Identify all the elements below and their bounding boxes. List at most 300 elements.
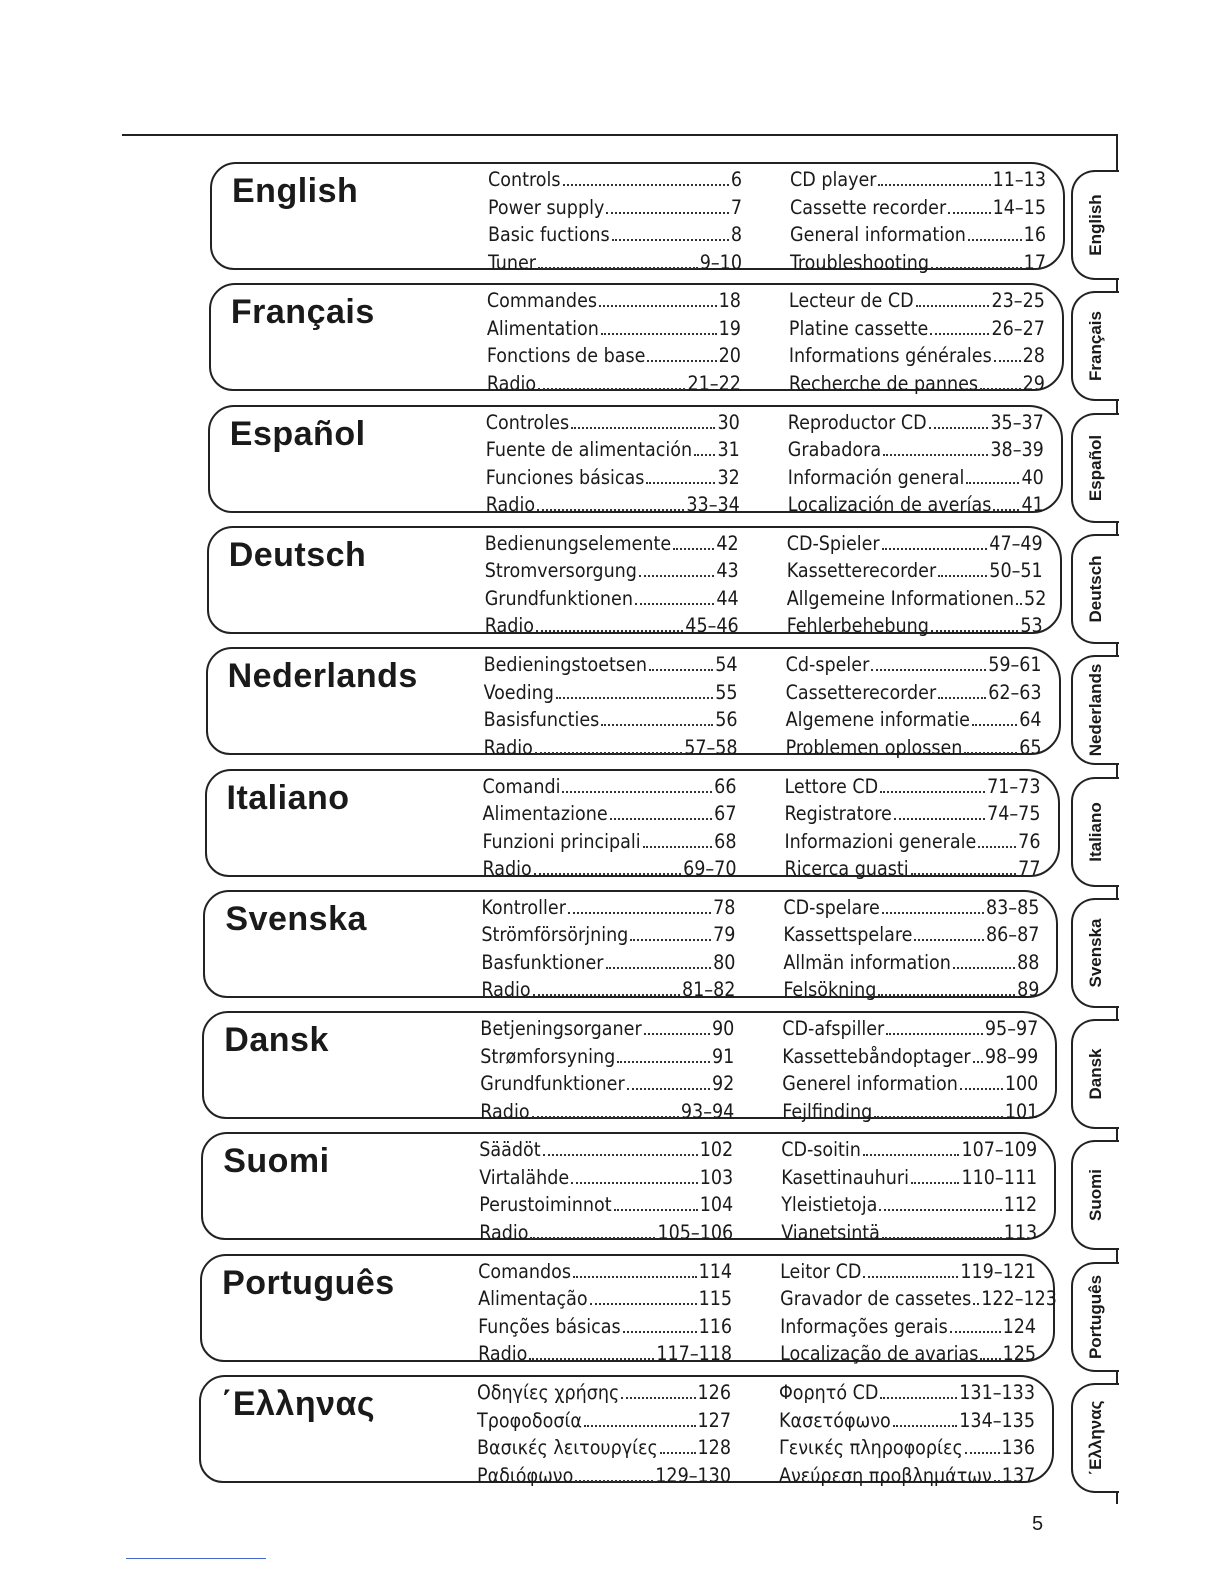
entry-page: 69–70 (683, 857, 737, 880)
toc-entry[interactable] (780, 1258, 1036, 1286)
toc-entry[interactable] (487, 370, 741, 398)
toc-entry[interactable] (779, 1462, 1035, 1490)
entry-title: Τροφοδοσία (477, 1408, 582, 1432)
toc-entry[interactable] (786, 679, 1042, 707)
entry-title: Gravador de cassetes (780, 1287, 972, 1311)
entry-page: 30 (717, 410, 740, 434)
entry-title: Radio (479, 1220, 529, 1244)
entry-page: 7 (730, 195, 742, 219)
toc-entry[interactable] (779, 1407, 1035, 1435)
toc-entry[interactable] (786, 651, 1042, 679)
tab-label: English (1086, 194, 1105, 256)
toc-entry[interactable] (485, 557, 739, 585)
toc-entry[interactable] (790, 221, 1046, 249)
toc-entry[interactable] (783, 894, 1039, 922)
toc-entry[interactable] (481, 894, 735, 922)
entry-title: Algemene informatie (785, 708, 970, 732)
dot-leader (916, 305, 990, 307)
dot-leader (994, 1480, 1000, 1482)
entry-page: 78 (713, 895, 736, 919)
entry-title: CD player (790, 168, 877, 191)
dot-leader (529, 1358, 654, 1360)
toc-entry[interactable] (479, 1136, 733, 1164)
language-heading: English (232, 172, 359, 210)
toc-entry[interactable] (787, 530, 1043, 558)
dot-leader (878, 184, 990, 186)
entry-title: Informações gerais (780, 1314, 948, 1338)
language-tab[interactable] (1071, 1383, 1119, 1493)
toc-entry[interactable] (787, 557, 1043, 585)
language-tab[interactable] (1071, 170, 1119, 280)
toc-entry[interactable] (790, 194, 1046, 222)
entry-title: Οδηγίες χρήσης (477, 1381, 620, 1404)
entry-page: 91 (711, 1044, 735, 1068)
entry-page: 33–34 (686, 493, 740, 517)
left-column (481, 894, 735, 1004)
left-column (480, 1015, 734, 1125)
language-section (199, 1375, 1059, 1489)
toc-entry[interactable] (480, 1015, 734, 1043)
toc-entry[interactable] (481, 949, 735, 977)
entry-title: CD-spelare (783, 895, 880, 919)
entry-page: 89 (1017, 978, 1040, 1002)
toc-entry[interactable] (781, 1191, 1037, 1219)
dot-leader (556, 697, 713, 699)
entry-title: Fejlfinding (782, 1099, 873, 1123)
entry-title: Grundfunktioner (480, 1072, 625, 1096)
toc-entry[interactable] (480, 1043, 734, 1071)
toc-entry[interactable] (486, 436, 740, 464)
toc-entry[interactable] (780, 1340, 1036, 1368)
entry-page: 126 (697, 1381, 731, 1404)
toc-entry[interactable] (487, 342, 741, 370)
dot-leader (601, 333, 717, 335)
entry-page: 14–15 (992, 195, 1046, 219)
toc-entry[interactable] (785, 773, 1041, 801)
toc-entry[interactable] (486, 491, 740, 519)
toc-entry[interactable] (790, 249, 1046, 277)
entry-page: 20 (718, 344, 741, 368)
language-heading: Português (222, 1263, 395, 1302)
toc-entry[interactable] (485, 530, 739, 558)
toc-entry[interactable] (781, 1164, 1037, 1192)
entry-page: 54 (715, 653, 738, 677)
dot-leader (694, 454, 715, 456)
entry-title: Problemen oplossen (785, 735, 963, 759)
language-tab[interactable] (1071, 534, 1119, 644)
dot-leader (893, 1425, 958, 1427)
toc-entry[interactable] (478, 1285, 732, 1313)
entry-page: 112 (1003, 1193, 1038, 1217)
language-section (207, 526, 1067, 640)
entry-page: 29 (1022, 371, 1045, 395)
language-heading: ΄Ελληνας (221, 1385, 376, 1423)
entry-title: Localización de averías (787, 493, 992, 517)
entry-page: 114 (698, 1259, 733, 1283)
entry-page: 117–118 (656, 1342, 733, 1366)
entry-title: Radio (485, 493, 536, 517)
toc-entry[interactable] (781, 1219, 1037, 1247)
entry-title: Allmän information (783, 950, 951, 974)
right-column (779, 1379, 1035, 1489)
entry-page: 66 (714, 774, 737, 798)
dot-leader (886, 1033, 983, 1035)
entry-title: Stromversorgung (484, 559, 637, 583)
entry-page: 93–94 (680, 1099, 735, 1123)
toc-entry[interactable] (782, 1043, 1038, 1071)
entry-title: Γενικές πληροφορίες (779, 1436, 963, 1459)
language-tab[interactable] (1071, 655, 1119, 765)
right-column (780, 1258, 1057, 1368)
dot-leader (931, 267, 1022, 269)
entry-title: Säädöt (479, 1138, 541, 1162)
dot-leader (643, 846, 713, 848)
right-column (786, 530, 1047, 640)
entry-page: 137 (1001, 1463, 1036, 1487)
tab-label: Suomi (1086, 1169, 1105, 1222)
entry-page: 40 (1021, 465, 1044, 489)
toc-entry[interactable] (484, 651, 738, 679)
top-rule (122, 134, 1118, 136)
dot-leader (878, 994, 1015, 996)
entry-title: Información general (787, 465, 965, 489)
toc-entry[interactable] (486, 409, 740, 437)
entry-title: Ricerca guasti (784, 857, 909, 880)
toc-entry[interactable] (480, 1070, 734, 1098)
dot-leader (575, 1480, 653, 1482)
right-column (789, 287, 1045, 397)
entry-title: Recherche de pannes (788, 371, 979, 395)
dot-leader (993, 509, 1019, 511)
language-tab[interactable] (1071, 1019, 1119, 1129)
toc-entry[interactable] (782, 1098, 1038, 1126)
left-column (485, 530, 739, 640)
tab-label: ΄Ελληνας (1086, 1400, 1105, 1476)
toc-entry[interactable] (782, 1015, 1038, 1043)
language-tab[interactable] (1071, 777, 1119, 887)
dot-leader (930, 333, 989, 335)
toc-entry[interactable] (480, 1098, 734, 1126)
toc-entry[interactable] (485, 612, 739, 640)
entry-title: Reproductor CD (787, 410, 927, 434)
entry-title: CD-soitin (781, 1138, 861, 1162)
entry-title: Informazioni generale (784, 829, 977, 853)
dot-leader (929, 427, 989, 429)
entry-title: Radio (478, 1342, 528, 1366)
dot-leader (914, 939, 984, 941)
dot-leader (882, 912, 984, 914)
right-column (781, 1136, 1037, 1246)
dot-leader (584, 1425, 696, 1427)
dot-leader (871, 669, 986, 671)
language-heading: Suomi (223, 1142, 330, 1181)
right-column (782, 1015, 1038, 1125)
entry-title: Virtalähde (479, 1165, 570, 1189)
toc-entry[interactable] (786, 734, 1042, 762)
entry-page: 107–109 (961, 1138, 1038, 1162)
dot-leader (973, 1061, 983, 1063)
entry-page: 53 (1020, 614, 1043, 638)
toc-entry[interactable] (488, 249, 742, 277)
entry-title: Basfunktioner (481, 950, 604, 974)
dot-leader (610, 818, 713, 820)
entry-page: 83–85 (985, 895, 1040, 919)
tab-label: Svenska (1086, 918, 1105, 988)
entry-page: 57–58 (684, 735, 738, 759)
toc-entry[interactable] (788, 436, 1044, 464)
entry-title: Funciones básicas (485, 465, 645, 489)
right-column (788, 409, 1044, 519)
dot-leader (938, 575, 987, 577)
toc-entry[interactable] (787, 612, 1043, 640)
toc-entry[interactable] (481, 976, 735, 1004)
entry-title: Comandos (478, 1259, 572, 1283)
dot-leader (882, 1237, 1002, 1239)
toc-entry[interactable] (481, 921, 735, 949)
dot-leader (606, 967, 712, 969)
dot-leader (931, 630, 1018, 632)
dot-leader (536, 630, 683, 632)
entry-title: Controles (485, 410, 570, 434)
dot-leader (882, 548, 988, 550)
toc-entry[interactable] (783, 921, 1039, 949)
entry-page: 17 (1023, 250, 1046, 274)
dot-leader (563, 184, 729, 186)
entry-title: Fehlerbehebung (786, 614, 929, 638)
toc-entry[interactable] (788, 409, 1044, 437)
dot-leader (644, 1033, 710, 1035)
dot-leader (968, 239, 1022, 241)
language-tab[interactable] (1071, 413, 1119, 523)
toc-entry[interactable] (486, 464, 740, 492)
language-tab[interactable] (1071, 291, 1119, 401)
language-heading: Dansk (224, 1021, 329, 1060)
toc-entry[interactable] (479, 1191, 733, 1219)
toc-entry[interactable] (484, 706, 738, 734)
entry-title: Perustoiminnot (479, 1193, 612, 1217)
dot-leader (627, 1088, 710, 1090)
dot-leader (571, 1182, 698, 1184)
entry-page: 77 (1018, 857, 1041, 880)
entry-title: Kontroller (481, 895, 566, 919)
entry-title: Informations générales (788, 344, 992, 368)
entry-page: 42 (716, 531, 739, 555)
toc-entry[interactable] (786, 585, 1047, 613)
entry-title: Vianetsintä (781, 1220, 880, 1244)
toc-entry[interactable] (788, 464, 1044, 492)
toc-entry[interactable] (789, 287, 1045, 315)
entry-title: Controls (488, 168, 561, 191)
toc-entry[interactable] (788, 491, 1044, 519)
language-heading: Italiano (226, 778, 350, 817)
entry-page: 18 (718, 289, 741, 313)
toc-entry[interactable] (479, 1219, 733, 1247)
entry-title: Βασικές λειτουργίες (477, 1436, 658, 1459)
entry-page: 43 (716, 559, 739, 583)
dot-leader (571, 427, 715, 429)
entry-page: 47–49 (989, 531, 1043, 555)
dot-leader (639, 575, 714, 577)
right-column (783, 894, 1039, 1004)
entry-page: 98–99 (984, 1044, 1039, 1068)
toc-entry[interactable] (483, 855, 737, 883)
tab-label: Dansk (1086, 1048, 1105, 1100)
language-section (203, 890, 1063, 1004)
entry-page: 90 (711, 1017, 735, 1041)
toc-entry[interactable] (483, 828, 737, 856)
dot-leader (590, 1303, 697, 1305)
dot-leader (532, 1116, 679, 1118)
toc-entry[interactable] (785, 800, 1041, 828)
dot-leader (980, 388, 1021, 390)
toc-entry[interactable] (477, 1407, 731, 1435)
dot-leader (635, 603, 714, 605)
language-section (206, 647, 1066, 761)
toc-entry[interactable] (488, 166, 742, 194)
entry-title: Ραδιόφωνο (477, 1463, 574, 1487)
toc-entry[interactable] (779, 1434, 1035, 1462)
toc-entry[interactable] (780, 1313, 1036, 1341)
toc-entry[interactable] (783, 976, 1039, 1004)
entry-page: 101 (1004, 1099, 1039, 1123)
entry-page: 67 (714, 802, 737, 825)
toc-entry[interactable] (487, 315, 741, 343)
entry-page: 52 (1024, 586, 1047, 610)
dot-leader (880, 1397, 957, 1399)
left-column (487, 287, 741, 397)
tab-label: Deutsch (1086, 555, 1105, 623)
entry-page: 21–22 (687, 371, 741, 395)
entry-page: 76 (1018, 829, 1041, 853)
entry-page: 71–73 (987, 774, 1041, 798)
entry-page: 81–82 (681, 978, 736, 1002)
dot-leader (966, 482, 1019, 484)
entry-page: 35–37 (990, 410, 1044, 434)
entry-page: 119–121 (960, 1259, 1037, 1283)
dot-leader (647, 360, 716, 362)
entry-page: 103 (699, 1165, 734, 1189)
dot-leader (534, 873, 681, 875)
toc-entry[interactable] (789, 315, 1045, 343)
dot-leader (606, 212, 728, 214)
dot-leader (883, 454, 988, 456)
toc-entry[interactable] (488, 221, 742, 249)
toc-entry[interactable] (478, 1313, 732, 1341)
entry-title: Strømforsyning (480, 1044, 616, 1068)
tab-label: Español (1086, 434, 1105, 501)
entry-page: 8 (730, 223, 742, 246)
toc-entry[interactable] (483, 800, 737, 828)
language-tab[interactable] (1071, 1262, 1119, 1372)
right-column (790, 166, 1046, 276)
entry-title: Bedieningstoetsen (483, 653, 647, 677)
toc-entry[interactable] (483, 773, 737, 801)
toc-entry[interactable] (477, 1434, 731, 1462)
entry-title: Κασετόφωνο (779, 1408, 891, 1432)
entry-page: 127 (697, 1408, 731, 1432)
toc-entry[interactable] (783, 949, 1039, 977)
dot-leader (950, 1331, 1001, 1333)
entry-page: 134–135 (959, 1408, 1035, 1432)
toc-entry[interactable] (782, 1070, 1038, 1098)
entry-title: Felsökning (783, 978, 877, 1002)
entry-title: Betjeningsorganer (480, 1017, 642, 1041)
entry-page: 105–106 (657, 1220, 734, 1244)
toc-entry[interactable] (786, 706, 1042, 734)
toc-entry[interactable] (781, 1136, 1037, 1164)
entry-title: Basic fuctions (488, 223, 610, 246)
toc-entry[interactable] (779, 1379, 1035, 1407)
dot-leader (562, 791, 712, 793)
toc-entry[interactable] (478, 1340, 732, 1368)
left-column (484, 651, 738, 761)
dot-leader (612, 239, 729, 241)
entry-title: Comandi (482, 774, 561, 798)
footer-rule (126, 1558, 266, 1559)
toc-entry[interactable] (785, 855, 1041, 883)
toc-entry[interactable] (477, 1462, 731, 1490)
dot-leader (874, 1116, 1002, 1118)
language-section (201, 1132, 1061, 1246)
entry-title: Fuente de alimentación (485, 438, 693, 462)
entry-page: 128 (697, 1436, 731, 1459)
entry-title: Leitor CD (780, 1259, 862, 1283)
tab-label: Français (1086, 311, 1105, 382)
entry-page: 88 (1017, 950, 1040, 974)
language-tab[interactable] (1071, 898, 1119, 1008)
toc-entry[interactable] (487, 287, 741, 315)
entry-page: 65 (1019, 735, 1042, 759)
dot-leader (978, 846, 1016, 848)
dot-leader (535, 752, 682, 754)
dot-leader (953, 967, 1015, 969)
dot-leader (960, 1088, 1003, 1090)
toc-entry[interactable] (789, 342, 1045, 370)
toc-entry[interactable] (488, 194, 742, 222)
entry-title: Power supply (488, 195, 605, 219)
dot-leader (964, 752, 1017, 754)
dot-leader (537, 509, 684, 511)
language-heading: Español (229, 414, 366, 453)
toc-entry[interactable] (485, 585, 739, 613)
toc-entry[interactable] (484, 679, 738, 707)
toc-entry[interactable] (477, 1379, 731, 1407)
entry-page: 115 (698, 1287, 733, 1311)
entry-title: Lecteur de CD (788, 289, 914, 313)
language-tab[interactable] (1071, 1140, 1119, 1250)
entry-page: 74–75 (987, 802, 1041, 825)
toc-entry[interactable] (478, 1258, 732, 1286)
left-column (486, 409, 740, 519)
dot-leader (894, 818, 985, 820)
dot-leader (543, 1154, 698, 1156)
entry-title: CD-Spieler (786, 531, 880, 555)
toc-entry[interactable] (479, 1164, 733, 1192)
entry-title: Alimentation (486, 316, 599, 340)
toc-entry[interactable] (789, 370, 1045, 398)
dot-leader (573, 1276, 697, 1278)
dot-leader (911, 1182, 959, 1184)
entry-title: Strömförsörjning (481, 923, 629, 947)
toc-entry[interactable] (484, 734, 738, 762)
toc-entry[interactable] (780, 1285, 1057, 1313)
entry-title: Funzioni principali (482, 829, 641, 853)
language-section (205, 769, 1065, 883)
toc-entry[interactable] (790, 166, 1046, 194)
entry-title: Tuner (488, 250, 536, 274)
entry-page: 92 (711, 1072, 735, 1096)
toc-entry[interactable] (785, 828, 1041, 856)
